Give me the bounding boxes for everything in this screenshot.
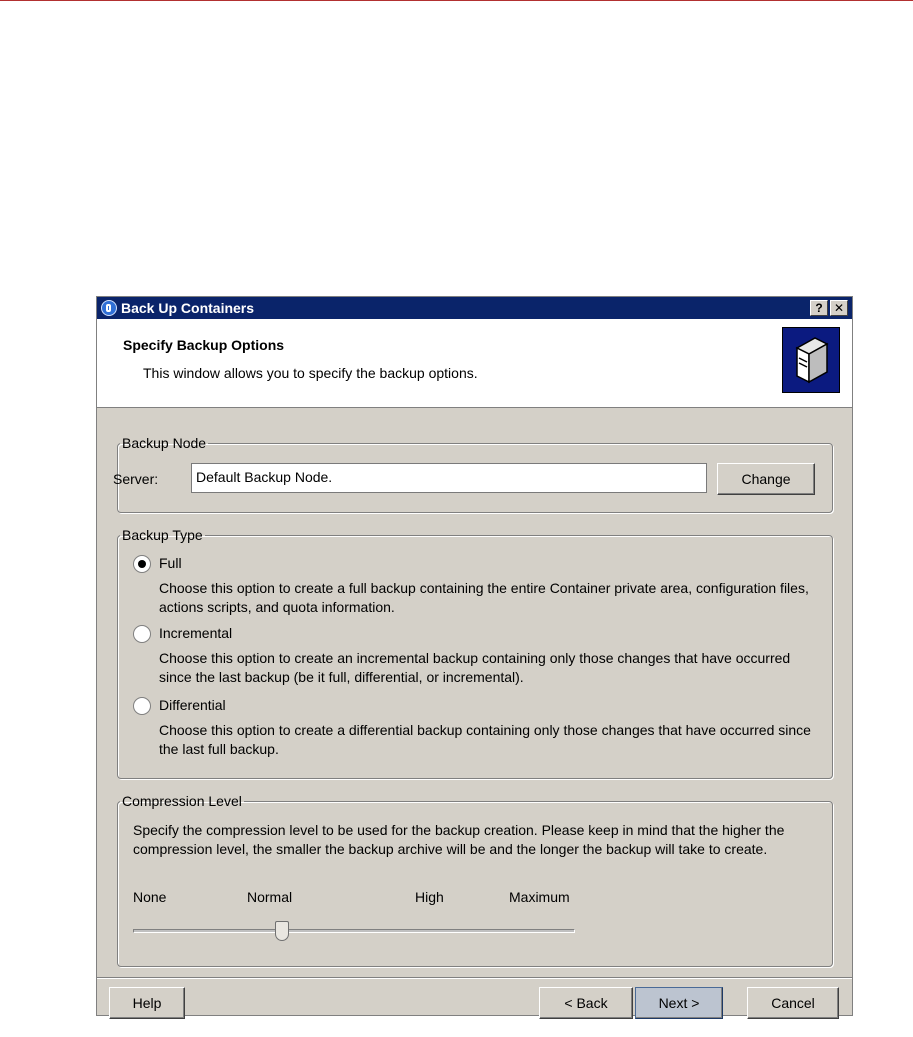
radio-full[interactable] xyxy=(133,555,151,573)
compression-description: Specify the compression level to be used for the backup creation. Please keep in mind that the higher the compression level, the smaller the backup archive will be and the longer the backup will take to create. xyxy=(133,822,785,857)
page-title: Specify Backup Options xyxy=(123,337,285,353)
option-full-label[interactable]: Full xyxy=(159,555,182,571)
back-button[interactable]: < Back xyxy=(539,987,633,1019)
help-button[interactable]: Help xyxy=(109,987,185,1019)
option-incremental-description: Choose this option to create an incremental backup containing only those changes that have occurred since the last backup (be it full, differential, or incremental). xyxy=(159,650,791,685)
next-button[interactable]: Next > xyxy=(635,987,723,1019)
radio-incremental[interactable] xyxy=(133,625,151,643)
option-incremental-label[interactable]: Incremental xyxy=(159,625,233,641)
backup-type-legend: Backup Type xyxy=(122,527,203,543)
top-rule xyxy=(0,0,913,1)
tick-normal: Normal xyxy=(247,889,293,905)
help-title-button[interactable]: ? xyxy=(810,300,828,316)
tick-none: None xyxy=(133,889,167,905)
server-input[interactable]: Default Backup Node. xyxy=(191,463,707,493)
backup-wizard-window xyxy=(96,296,853,1016)
server-label: Server: xyxy=(113,471,159,487)
window-title: Back Up Containers xyxy=(121,300,255,316)
wizard-header xyxy=(97,319,852,408)
option-full-description: Choose this option to create a full backup containing the entire Container private area, configuration files, actions scripts, and quota information. xyxy=(159,580,809,615)
title-bar[interactable] xyxy=(97,297,852,319)
tick-maximum: Maximum xyxy=(509,889,570,905)
app-icon xyxy=(101,300,117,316)
change-button[interactable]: Change xyxy=(717,463,815,495)
backup-node-legend: Backup Node xyxy=(122,435,207,451)
compression-slider-track[interactable] xyxy=(133,929,575,933)
compression-slider-thumb[interactable] xyxy=(275,921,289,941)
radio-differential[interactable] xyxy=(133,697,151,715)
footer-separator xyxy=(97,977,852,979)
compression-level-group xyxy=(117,793,833,967)
option-differential-description: Choose this option to create a differential backup containing only those changes that have occurred since the last full backup. xyxy=(159,722,811,757)
close-button[interactable]: ✕ xyxy=(830,300,848,316)
option-differential-label[interactable]: Differential xyxy=(159,697,226,713)
page-description: This window allows you to specify the backup options. xyxy=(143,365,478,381)
compression-level-legend: Compression Level xyxy=(122,793,242,809)
cancel-button[interactable]: Cancel xyxy=(747,987,839,1019)
tick-high: High xyxy=(415,889,444,905)
server-icon xyxy=(782,327,840,393)
